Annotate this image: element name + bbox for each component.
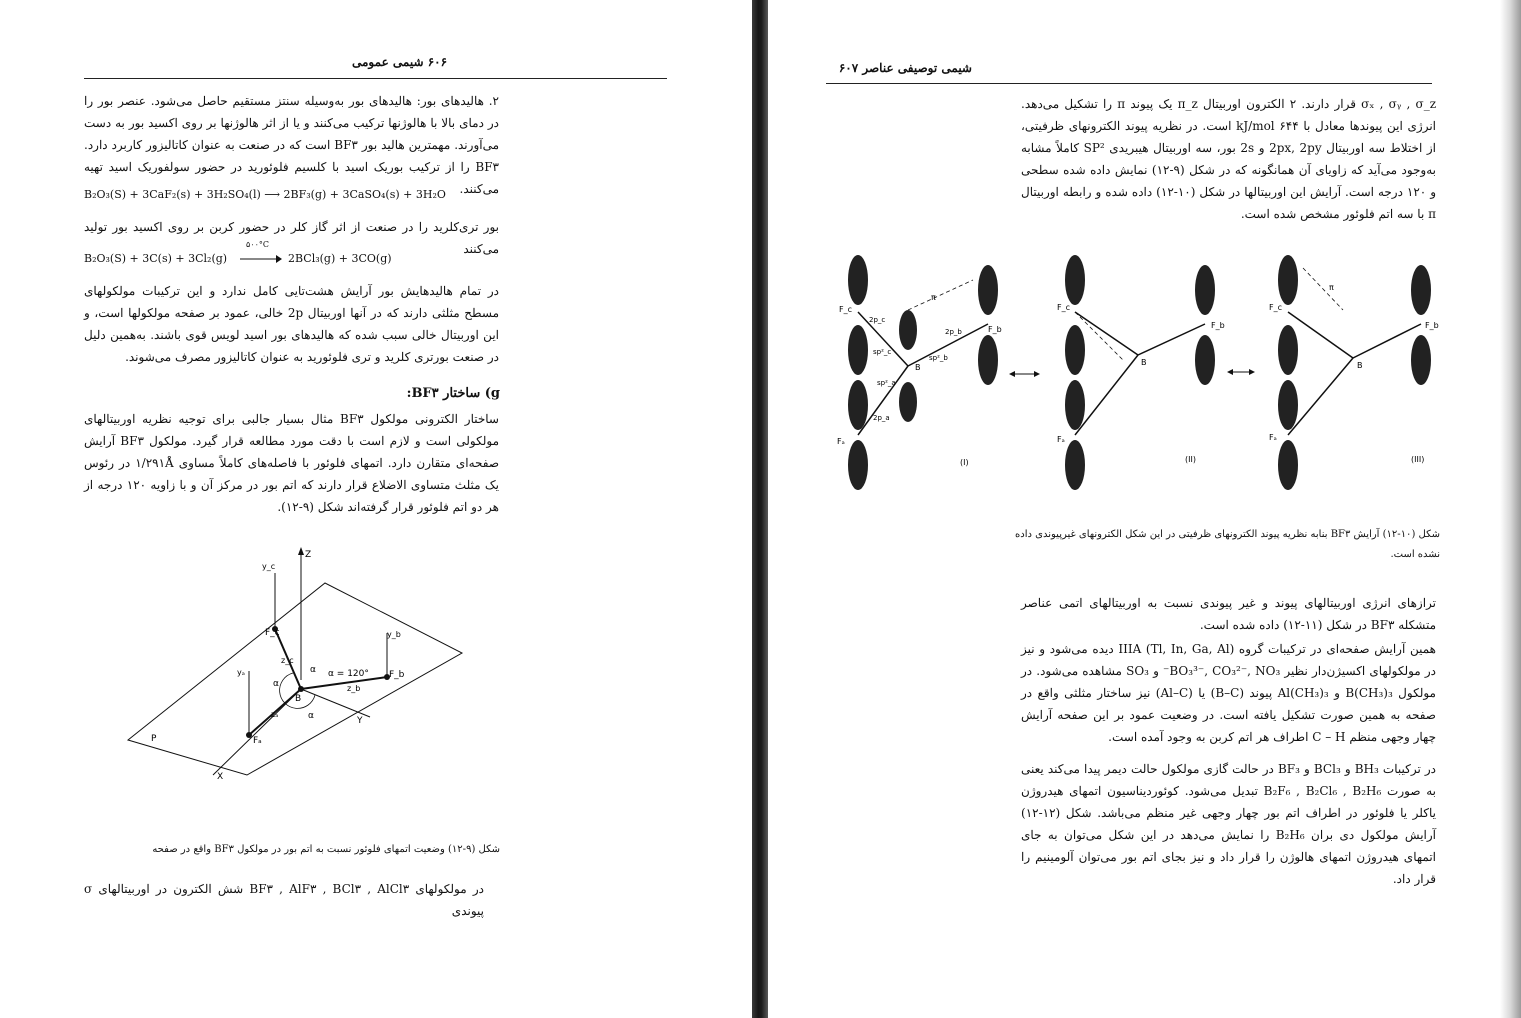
za-label: zₐ [271, 710, 279, 719]
right-page [768, 0, 1521, 1018]
paragraph-octet: در تمام هالیدهایش بور آرایش هشت‌تایی کامل ندارد و این ترکیبات مولکولهای مسطح مثلثی دارند که در آنها اوربیتال 2p خالی، عمود بر صفحه مولکولها است، و این اوربیتال خالی سبب شده که هالیدهای بور اسید لویس قوی باشند. به‌همین دلیل در صنعت بورتری کلرید و تری فلوئورید به عنوان کاتالیزور مصرف می‌شوند. [84, 284, 500, 364]
sp2a-label: sp²_a [877, 379, 896, 387]
paragraph-boron-halides: ۲. هالیدهای بور: هالیدهای بور به‌وسیله سنتز مستقیم حاصل می‌شود. عنصر بور را در دمای بالا با هالوژنها ترکیب می‌کنند و یا از اثر هالوژنها بر روی اکسید بور به دست می‌آورند. مهمترین هالید بور BF۳ است که در صنعت به عنوان کاتالیزور کاربرد دارد. BF۳ را از ترکیب بوریک اسید با کلسیم فلوئورید در حضور سولفوریک اسید تهیه می‌کنند. [84, 94, 500, 196]
equation-bf3-synthesis: B₂O₃(S) + 3CaF₂(s) + 3H₂SO₄(l) ⟶ 2BF₃(g) + 3CaSO₄(s) + 3H₂O [84, 188, 446, 201]
paragraph-dimer: در ترکیبات BH₃ و BCl₃ و BF₃ در حالت گازی مولکول حالت دیمر پیدا می‌کند یعنی به صورت B₂F₆ , B₂Cl₆ , B₂H₆ تبدیل می‌شود. کوئوردیناسیون اتمهای هیدروژن یاکلر یا فلوئور در اطراف اتم بور چهار وجهی غیر منظم می‌باشد. شکل (۱۲-۱۲) آرایش مولکول دی بران B₂H₆ را نمایش می‌دهد در این شکل می‌توان به جای اتمهای هیدروژن اتمهای هالوژن را قرار داد و نیز بجای اتم بور می‌توان آلومینیم را قرار داد. [1021, 762, 1437, 886]
page-edge [1500, 0, 1521, 1018]
b-label-3: B [1357, 361, 1363, 370]
label-ii: (II) [1185, 455, 1196, 464]
equation-bcl3-condition: ۵۰۰°C [246, 240, 270, 249]
reaction-arrow-icon [240, 254, 282, 264]
figure-caption-9-12: شکل (۹-۱۲) وضعیت اتمهای فلوئور نسبت به اتم بور در مولکول BF۳ واقع در صفحه [152, 844, 500, 855]
p2c-label: 2p_c [869, 316, 886, 324]
left-page-header: ۶۰۶ شیمی عمومی [352, 55, 448, 69]
x-axis-label: X [217, 772, 224, 782]
yc-label: y_c [262, 562, 276, 571]
fb-label-2: F_b [1211, 321, 1225, 330]
pi-label-3: π [1329, 283, 1334, 292]
paragraph-bottom: در مولکولهای BF۳ , AlF۳ , BCl۳ , AlCl۳ شش الکترون در اوربیتالهای σ پیوندی [84, 882, 484, 918]
equation-bcl3-right: 2BCl₃(g) + 3CO(g) [288, 252, 392, 265]
left-header-rule [84, 78, 667, 79]
fc-label: F_c [265, 628, 280, 638]
zb-label: z_b [347, 684, 361, 693]
right-header-rule [826, 83, 1432, 84]
fb-label-1: F_b [988, 325, 1002, 334]
alpha-label-1: α [310, 665, 316, 675]
fa-label-2: Fₐ [1057, 435, 1065, 444]
yb-label: y_b [387, 630, 401, 639]
paragraph-planar-compounds: همین آرایش صفحه‌ای در ترکیبات گروه IIIA (Tl, In, Ga, Al) دیده می‌شود و نیز در مولکولهای اکسیژن‌دار نظیر BO₃³⁻, CO₃²⁻, NO₃⁻ و SO₃ مشاهده می‌شود. در مولکول B(CH₃)₃ و Al(CH₃)₃ پیوند (B–C) یا (Al–C) نیز ساختار مثلثی واقع در صفحه به همین صورت تشکیل یافته است. در وضعیت عمود بر این صفحه آرایش چهار وجهی منظم C – H اطراف هر اتم کربن به وجود آمده است. [1021, 642, 1437, 744]
fc-label-2: F_c [1057, 303, 1070, 312]
alpha-label-3: α [308, 711, 314, 721]
boron-label: B [295, 694, 302, 704]
paragraph-bcl3: بور تری‌کلرید را در صنعت از اثر گاز کلر در حضور کربن بر روی اکسید بور تولید می‌کنند [84, 220, 499, 256]
ya-label: yₐ [237, 668, 245, 677]
sp2c-label: sp²_c [873, 348, 892, 356]
p2a-label: 2p_a [873, 414, 890, 422]
fc-label-3: F_c [1269, 303, 1282, 312]
fa-label-1: Fₐ [837, 437, 845, 446]
b-label-1: B [915, 363, 921, 372]
left-page [0, 0, 752, 1018]
b-label-2: B [1141, 358, 1147, 367]
book-spine [752, 0, 768, 1018]
plane-label: P [151, 734, 157, 744]
fb-label-3: F_b [1425, 321, 1439, 330]
figure-caption-10-12: شکل (۱۰-۱۲) آرایش BF۳ بنابه نظریه پیوند الکترونهای ظرفیتی در این شکل الکترونهای غیرپیوندی داده نشده است. [1015, 529, 1440, 560]
figure-bf3-plane-diagram [125, 545, 470, 790]
fb-label: F_b [389, 670, 405, 680]
paragraph-top: σₓ , σᵧ , σ_z قرار دارند. ۲ الکترون اوربیتال π_z یک پیوند π را تشکیل می‌دهد. انرژی این پیوندها معادل با ۶۴۴ kJ/mol است. در نظریه پیوند الکترونهای ظرفیتی، از اختلاط سه اوربیتال 2px, 2py و 2s بور، سه اوربیتال هیبریدی SP² کاملاً مشابه به‌وجود می‌آید که زاویای آن همانگونه که در شکل (۹-۱۲) نمایش داده شده سطحی و ۱۲۰ درجه است. آرایش این اوربیتالها در شکل (۱۰-۱۲) داده شده و رابطه اوربیتال π با سه اتم فلوئور مشخص شده است. [1021, 97, 1437, 221]
figure-bf3-resonance [833, 250, 1443, 495]
right-page-header: شیمی توصیفی عناصر ۶۰۷ [838, 61, 972, 75]
z-axis-label: Z [305, 550, 312, 560]
angle-label: α = 120° [328, 669, 369, 679]
equation-bcl3-left: B₂O₃(S) + 3C(s) + 3Cl₂(g) [84, 252, 228, 265]
paragraph-bf3-structure: ساختار الکترونی مولکول BF۳ مثال بسیار جالبی برای توجیه نظریه اوربیتالهای مولکولی است و لازم است با دقت مورد مطالعه قرار گیرد. مولکول BF۳ آرایش صفحه‌ای متقارن دارد. اتمهای فلوئور با فاصله‌های کاملاً مساوی ۱/۲۹۱Å در رئوس یک مثلث متساوی الاضلاع قرار دارند که اتم بور در مرکز آن و با زاویه ۱۲۰ درجه از هر دو اتم فلوئور قرار گرفته‌اند شکل (۹-۱۲). [84, 412, 500, 514]
alpha-label-2: α [273, 679, 279, 689]
paragraph-energy-levels: ترازهای انرژی اوربیتالهای پیوند و غیر پیوندی نسبت به اوربیتالهای اتمی عناصر متشکله BF۳ در شکل (۱۱-۱۲) داده شده است. [1021, 596, 1436, 632]
subheading-bf3-structure: g) ساختار BF۳: [406, 386, 500, 401]
zc-label: z_c [281, 656, 294, 665]
p2b-label: 2p_b [945, 328, 962, 336]
label-i: (I) [960, 458, 969, 467]
fc-label-1: F_c [839, 305, 852, 314]
label-iii: (III) [1411, 455, 1425, 464]
sp2b-label: sp²_b [929, 354, 948, 362]
pi-label-1: π [931, 293, 936, 302]
molecular-plane [128, 583, 462, 775]
fa-label-3: Fₐ [1269, 433, 1277, 442]
fa-label: Fₐ [253, 736, 262, 746]
y-axis-label: Y [357, 716, 363, 726]
